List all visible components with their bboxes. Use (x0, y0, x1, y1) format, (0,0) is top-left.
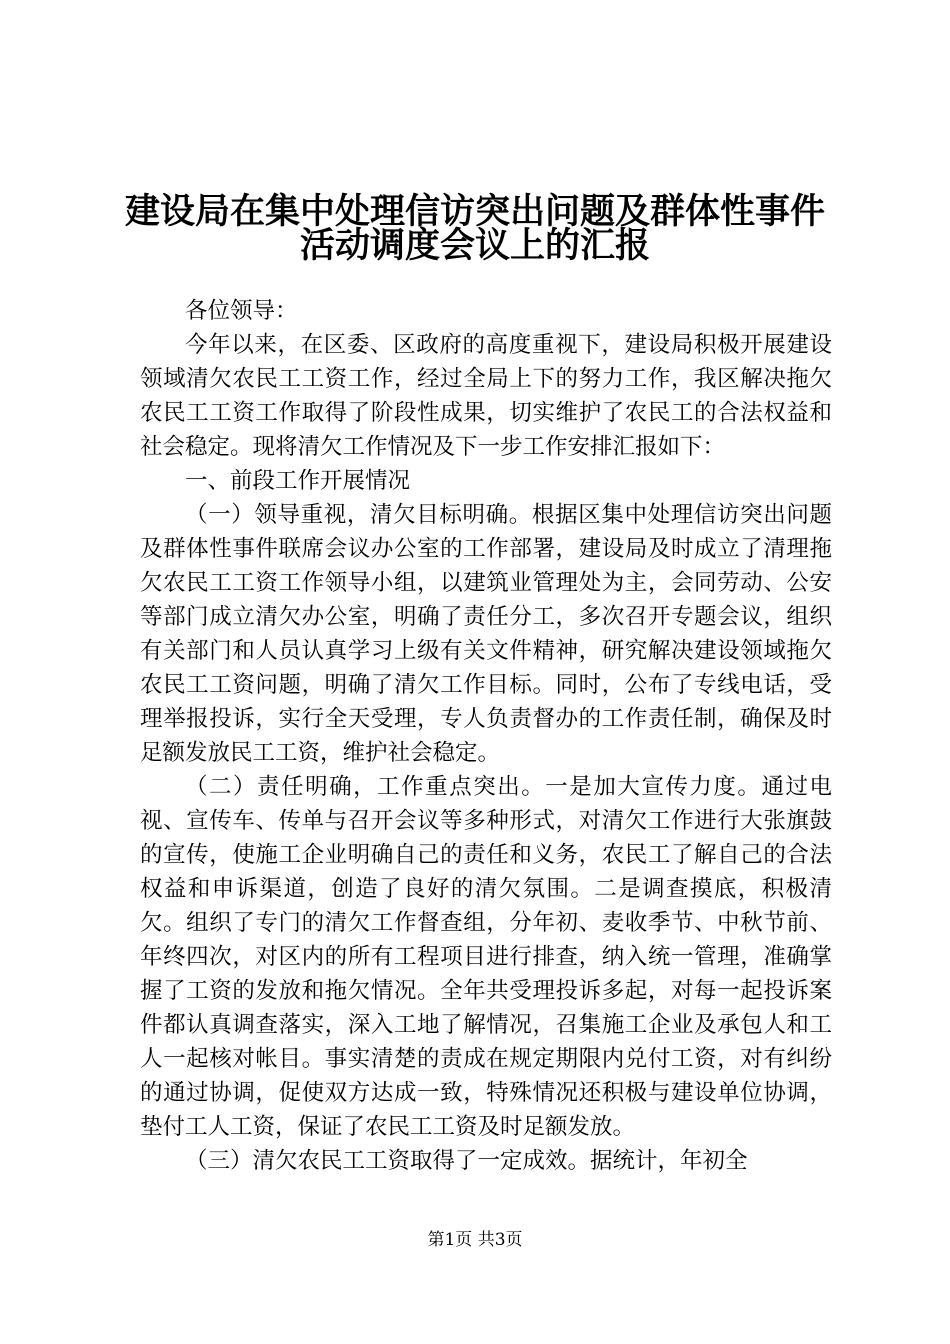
page-footer: 第1页 共3页 (427, 1230, 523, 1250)
subsection-1-paragraph: （一）领导重视，清欠目标明确。根据区集中处理信访突出问题及群体性事件联席会议办公室的工作部署，建设局及时成立了清理拖欠农民工工资工作领导小组，以建筑业管理处为主，会同劳动、公安等部门成立清欠办公室，明确了责任分工，多次召开专题会议，组织有关部门和人员认真学习上级有关文件精神，研究解决建设领域拖欠农民工工资问题，明确了清欠工作目标。同时，公布了专线电话，受理举报投诉，实行全天受理，专人负责督办的工作责任制，确保及时足额发放民工工资，维护社会稳定。 (140, 502, 832, 766)
salutation: 各位领导： (185, 298, 298, 324)
intro-paragraph: 今年以来，在区委、区政府的高度重视下，建设局积极开展建设领域清欠农民工工资工作，经过全局上下的努力工作，我区解决拖欠农民工工资工作取得了阶段性成果，切实维护了农民工的合法权益和社会稳定。现将清欠工作情况及下一步工作安排汇报如下： (140, 332, 832, 460)
subsection-3-paragraph: （三）清欠农民工工资取得了一定成效。据统计，年初全 (185, 1148, 748, 1174)
document-title-line-2: 活动调度会议上的汇报 (299, 226, 650, 266)
document-title-line-1: 建设局在集中处理信访突出问题及群体性事件 (124, 192, 825, 232)
subsection-2-paragraph: （二）责任明确，工作重点突出。一是加大宣传力度。通过电视、宣传车、传单与召开会议等多种形式，对清欠工作进行大张旗鼓的宣传，使施工企业明确自己的责任和义务，农民工了解自己的合法权益和申诉渠道，创造了良好的清欠氛围。二是调查摸底，积极清欠。组织了专门的清欠工作督查组，分年初、麦收季节、中秋节前、年终四次，对区内的所有工程项目进行排查，纳入统一管理，准确掌握了工资的发放和拖欠情况。全年共受理投诉多起，对每一起投诉案件都认真调查落实，深入工地了解情况，召集施工企业及承包人和工人一起核对帐目。事实清楚的责成在规定期限内兑付工资，对有纠纷的通过协调，促使双方达成一致，特殊情况还积极与建设单位协调，垫付工人工资，保证了农民工工资及时足额发放。 (140, 774, 832, 1140)
document-body (140, 294, 832, 1178)
section-heading: 一、前段工作开展情况 (185, 468, 411, 494)
